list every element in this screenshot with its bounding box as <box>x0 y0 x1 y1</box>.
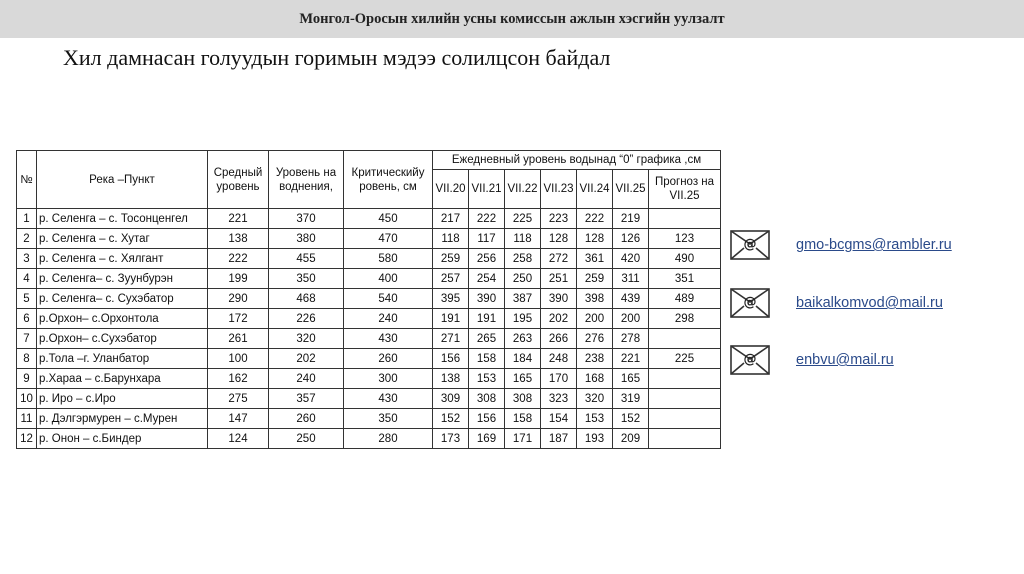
cell-day: 256 <box>469 249 505 269</box>
cell-day: 165 <box>505 369 541 389</box>
cell-critical: 580 <box>344 249 433 269</box>
cell-no: 6 <box>17 309 37 329</box>
cell-day: 395 <box>433 289 469 309</box>
cell-no: 12 <box>17 429 37 449</box>
table-row <box>17 409 721 429</box>
col-header-date: VII.25 <box>613 170 649 209</box>
cell-avg: 290 <box>208 289 269 309</box>
cell-no: 3 <box>17 249 37 269</box>
contact-row <box>730 230 952 260</box>
cell-forecast <box>649 369 721 389</box>
cell-day: 117 <box>469 229 505 249</box>
cell-day: 154 <box>541 409 577 429</box>
cell-river: р.Орхон– с.Орхонтола <box>37 309 208 329</box>
cell-forecast <box>649 389 721 409</box>
cell-day: 308 <box>505 389 541 409</box>
cell-day: 250 <box>505 269 541 289</box>
cell-day: 278 <box>613 329 649 349</box>
cell-avg: 275 <box>208 389 269 409</box>
cell-avg: 138 <box>208 229 269 249</box>
cell-river: р. Селенга– с. Сухэбатор <box>37 289 208 309</box>
cell-river: р. Селенга – с. Хялгант <box>37 249 208 269</box>
cell-avg: 162 <box>208 369 269 389</box>
cell-day: 259 <box>433 249 469 269</box>
cell-flood: 226 <box>269 309 344 329</box>
cell-day: 126 <box>613 229 649 249</box>
col-header-date: VII.20 <box>433 170 469 209</box>
cell-day: 221 <box>613 349 649 369</box>
cell-day: 272 <box>541 249 577 269</box>
cell-critical: 400 <box>344 269 433 289</box>
col-header-avg: Средный уровень <box>208 151 269 209</box>
cell-river: р.Тола –г. Уланбатор <box>37 349 208 369</box>
cell-day: 238 <box>577 349 613 369</box>
cell-day: 219 <box>613 209 649 229</box>
cell-day: 361 <box>577 249 613 269</box>
cell-forecast: 225 <box>649 349 721 369</box>
cell-day: 169 <box>469 429 505 449</box>
cell-day: 173 <box>433 429 469 449</box>
cell-day: 184 <box>505 349 541 369</box>
cell-critical: 470 <box>344 229 433 249</box>
email-link[interactable]: baikalkomvod@mail.ru <box>796 295 943 311</box>
email-link[interactable]: gmo-bcgms@rambler.ru <box>796 237 952 253</box>
cell-day: 118 <box>505 229 541 249</box>
table-row <box>17 389 721 409</box>
cell-river: р. Дэлгэрмурен – с.Мурен <box>37 409 208 429</box>
cell-avg: 221 <box>208 209 269 229</box>
cell-day: 193 <box>577 429 613 449</box>
banner-title: Монгол-Оросын хилийн усны комиссын ажлын хэсгийн уулзалт <box>299 10 725 27</box>
cell-day: 254 <box>469 269 505 289</box>
cell-river: р. Селенга – с. Тосонценгел <box>37 209 208 229</box>
cell-no: 5 <box>17 289 37 309</box>
cell-critical: 260 <box>344 349 433 369</box>
cell-day: 251 <box>541 269 577 289</box>
cell-avg: 222 <box>208 249 269 269</box>
cell-day: 217 <box>433 209 469 229</box>
cell-no: 2 <box>17 229 37 249</box>
slide-title: Хил дамнасан голуудын горимын мэдээ солилцсон байдал <box>63 45 611 70</box>
cell-no: 8 <box>17 349 37 369</box>
cell-forecast: 351 <box>649 269 721 289</box>
cell-day: 168 <box>577 369 613 389</box>
cell-river: р. Селенга – с. Хутаг <box>37 229 208 249</box>
cell-day: 202 <box>541 309 577 329</box>
cell-day: 276 <box>577 329 613 349</box>
table-row <box>17 229 721 249</box>
table-row <box>17 369 721 389</box>
cell-critical: 430 <box>344 329 433 349</box>
cell-flood: 468 <box>269 289 344 309</box>
col-header-date: VII.21 <box>469 170 505 209</box>
cell-day: 257 <box>433 269 469 289</box>
cell-no: 4 <box>17 269 37 289</box>
cell-flood: 350 <box>269 269 344 289</box>
col-header-date: VII.23 <box>541 170 577 209</box>
cell-day: 152 <box>433 409 469 429</box>
col-header-daily-group: Ежедневный уровень водынад “0” графика ,см <box>433 151 721 170</box>
cell-no: 7 <box>17 329 37 349</box>
cell-avg: 147 <box>208 409 269 429</box>
col-header-river: Река –Пункт <box>37 151 208 209</box>
col-header-no: № <box>17 151 37 209</box>
cell-day: 398 <box>577 289 613 309</box>
svg-text:@: @ <box>743 295 757 310</box>
cell-critical: 240 <box>344 309 433 329</box>
cell-avg: 172 <box>208 309 269 329</box>
cell-avg: 199 <box>208 269 269 289</box>
cell-flood: 370 <box>269 209 344 229</box>
table-row <box>17 289 721 309</box>
cell-critical: 350 <box>344 409 433 429</box>
cell-day: 195 <box>505 309 541 329</box>
cell-day: 128 <box>541 229 577 249</box>
cell-critical: 280 <box>344 429 433 449</box>
cell-flood: 320 <box>269 329 344 349</box>
cell-avg: 100 <box>208 349 269 369</box>
cell-day: 153 <box>469 369 505 389</box>
cell-day: 158 <box>469 349 505 369</box>
cell-forecast: 298 <box>649 309 721 329</box>
cell-critical: 430 <box>344 389 433 409</box>
envelope-at-icon <box>730 288 770 318</box>
cell-day: 153 <box>577 409 613 429</box>
cell-river: р.Хараа – с.Барунхара <box>37 369 208 389</box>
cell-forecast <box>649 429 721 449</box>
cell-avg: 261 <box>208 329 269 349</box>
cell-flood: 260 <box>269 409 344 429</box>
table-row <box>17 349 721 369</box>
cell-day: 259 <box>577 269 613 289</box>
cell-day: 225 <box>505 209 541 229</box>
cell-day: 248 <box>541 349 577 369</box>
contact-row <box>730 288 943 318</box>
col-header-date: VII.22 <box>505 170 541 209</box>
cell-day: 128 <box>577 229 613 249</box>
cell-flood: 380 <box>269 229 344 249</box>
cell-day: 387 <box>505 289 541 309</box>
col-header-critical: Критическийу ровень, см <box>344 151 433 209</box>
cell-day: 156 <box>433 349 469 369</box>
cell-day: 191 <box>433 309 469 329</box>
table-row <box>17 429 721 449</box>
cell-day: 311 <box>613 269 649 289</box>
cell-no: 9 <box>17 369 37 389</box>
cell-river: р. Онон – с.Биндер <box>37 429 208 449</box>
cell-day: 165 <box>613 369 649 389</box>
cell-day: 152 <box>613 409 649 429</box>
cell-day: 266 <box>541 329 577 349</box>
cell-day: 265 <box>469 329 505 349</box>
cell-day: 171 <box>505 429 541 449</box>
cell-day: 158 <box>505 409 541 429</box>
col-header-forecast: Прогноз на VII.25 <box>649 170 721 209</box>
svg-text:@: @ <box>743 352 757 367</box>
cell-day: 320 <box>577 389 613 409</box>
cell-critical: 450 <box>344 209 433 229</box>
cell-no: 1 <box>17 209 37 229</box>
svg-text:@: @ <box>743 237 757 252</box>
cell-day: 222 <box>469 209 505 229</box>
water-level-table <box>16 150 721 449</box>
cell-river: р. Селенга– с. Зуунбурэн <box>37 269 208 289</box>
cell-forecast: 490 <box>649 249 721 269</box>
col-header-flood: Уровень на воднения, <box>269 151 344 209</box>
cell-no: 11 <box>17 409 37 429</box>
table-header-row <box>17 151 721 170</box>
cell-flood: 250 <box>269 429 344 449</box>
cell-no: 10 <box>17 389 37 409</box>
cell-day: 390 <box>541 289 577 309</box>
cell-day: 308 <box>469 389 505 409</box>
cell-flood: 357 <box>269 389 344 409</box>
cell-critical: 540 <box>344 289 433 309</box>
table-row <box>17 209 721 229</box>
cell-day: 439 <box>613 289 649 309</box>
cell-day: 319 <box>613 389 649 409</box>
cell-day: 223 <box>541 209 577 229</box>
table-row <box>17 269 721 289</box>
cell-critical: 300 <box>344 369 433 389</box>
header-banner <box>0 0 1024 38</box>
cell-day: 263 <box>505 329 541 349</box>
cell-day: 309 <box>433 389 469 409</box>
cell-forecast: 123 <box>649 229 721 249</box>
table-row <box>17 309 721 329</box>
cell-day: 156 <box>469 409 505 429</box>
cell-day: 170 <box>541 369 577 389</box>
cell-day: 138 <box>433 369 469 389</box>
cell-flood: 455 <box>269 249 344 269</box>
cell-day: 191 <box>469 309 505 329</box>
table-row <box>17 249 721 269</box>
envelope-at-icon <box>730 345 770 375</box>
cell-day: 390 <box>469 289 505 309</box>
cell-flood: 240 <box>269 369 344 389</box>
contact-row <box>730 345 894 375</box>
cell-forecast <box>649 329 721 349</box>
cell-day: 258 <box>505 249 541 269</box>
cell-flood: 202 <box>269 349 344 369</box>
cell-forecast: 489 <box>649 289 721 309</box>
cell-forecast <box>649 409 721 429</box>
cell-river: р.Орхон– с.Сухэбатор <box>37 329 208 349</box>
cell-day: 209 <box>613 429 649 449</box>
cell-day: 420 <box>613 249 649 269</box>
cell-avg: 124 <box>208 429 269 449</box>
table-row <box>17 329 721 349</box>
cell-day: 200 <box>613 309 649 329</box>
col-header-date: VII.24 <box>577 170 613 209</box>
email-link[interactable]: enbvu@mail.ru <box>796 352 894 368</box>
cell-day: 187 <box>541 429 577 449</box>
envelope-at-icon <box>730 230 770 260</box>
cell-day: 271 <box>433 329 469 349</box>
cell-day: 118 <box>433 229 469 249</box>
cell-forecast <box>649 209 721 229</box>
cell-river: р. Иро – с.Иро <box>37 389 208 409</box>
cell-day: 323 <box>541 389 577 409</box>
cell-day: 222 <box>577 209 613 229</box>
cell-day: 200 <box>577 309 613 329</box>
